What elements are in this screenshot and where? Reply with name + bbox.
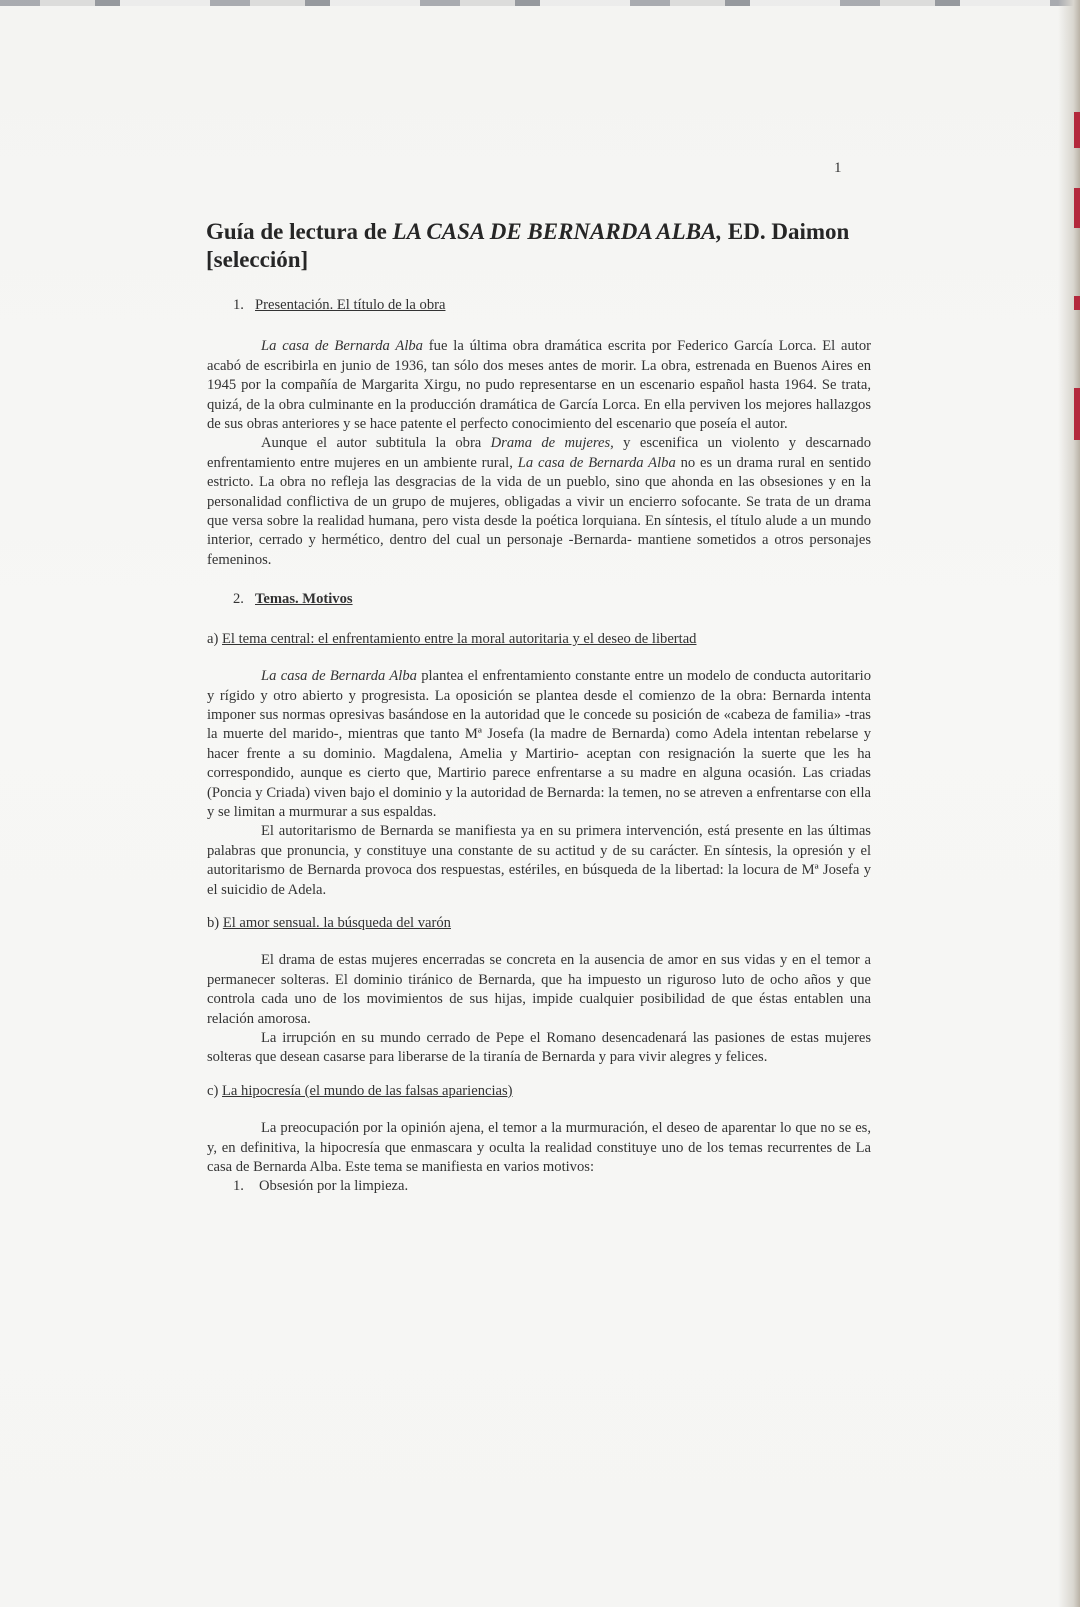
paragraph-text: fue la última obra dramática escrita por Federico García Lorca. El autor acabó de escribirla en junio de 1936, tan sólo dos meses antes de morir. La obra, estrenada en Buenos Aires en 1945 por la compañía de Margarita Xirgu, no pudo representarse en un escenario español hasta 1964. Se trata, quizá, de la obra culminante en la producción dramática de García Lorca. En ella perviven los mejores hallazgos de sus obras anteriores y se hace patente el perfecto conocimiento del escenario que poseía el autor. (207, 338, 871, 433)
binder-tab-mark (1074, 112, 1080, 148)
section-1-heading (233, 296, 871, 315)
title-italic: LA CASA DE BERNARDA ALBA, (392, 219, 723, 244)
binder-tab-mark (1074, 296, 1080, 310)
section-2-heading (233, 590, 871, 609)
work-title: La casa de Bernarda Alba (517, 454, 676, 471)
section-title: Presentación. El título de la obra (255, 297, 446, 313)
list-number: 1. (233, 1178, 244, 1195)
paragraph (207, 434, 871, 570)
subsection-b-heading (207, 914, 871, 933)
paragraph-text: plantea el enfrentamiento constante entre un modelo de conducta autoritario y rígido y otro abierto y progresista. La oposición se plantea desde el comienzo de la obra: Bernarda intenta imponer sus normas opresivas basándose en la autoridad que le concede su posición de «cabeza de familia» -tras la muerte del marido-, mientras que tanto Mª Josefa (la madre de Bernarda) como Adela intentan rebelarse y hacer frente a su dominio. Magdalena, Amelia y Martirio- aceptan con resignación la suerte que les ha correspondido, aunque es cierto que, Martirio parece enfrentarse a su madre en alguna ocasión. Las criadas (Poncia y Criada) viven bajo el dominio y la autoridad de Bernarda: la temen, no se atreven a enfrentarse con ella y se limitan a murmurar a sus espaldas. (207, 668, 871, 820)
title-part1: Guía de lectura de (206, 219, 393, 244)
paragraph (207, 337, 871, 434)
subsection-c-heading (207, 1082, 871, 1101)
subsection-title: El tema central: el enfrentamiento entre la moral autoritaria y el deseo de libertad (222, 630, 697, 647)
document-title (206, 218, 876, 274)
section-number: 1. (233, 297, 244, 313)
paragraph: La preocupación por la opinión ajena, el temor a la murmuración, el deseo de aparentar lo que no se es, y, en definitiva, la hipocresía que enmascara y oculta la realidad constituye uno de los temas recurrentes de La casa de Bernarda Alba. Este tema se manifiesta en varios motivos: (207, 1120, 871, 1176)
scan-top-edge (0, 0, 1080, 6)
work-title: La casa de Bernarda Alba (261, 668, 417, 685)
work-title: La casa de Bernarda Alba (261, 338, 423, 355)
paragraph: El drama de estas mujeres encerradas se concreta en la ausencia de amor en sus vidas y en el temor a permanecer solteras. El dominio tiránico de Bernarda, que ha impuesto un riguroso luto de ocho años y que controla cada uno de los movimientos de sus hijas, impide cualquier posibilidad de que éstas entablen una relación amorosa. (207, 952, 871, 1027)
page-right-edge (1058, 0, 1080, 1607)
subsection-title: La hipocresía (el mundo de las falsas apariencias) (222, 1082, 513, 1099)
subsection-prefix: b) (207, 914, 223, 931)
paragraph-text: no es un drama rural en sentido estricto. La obra no refleja las desgracias de la vida de un pueblo, sino que ahonda en las obsesiones y en la personalidad conflictiva de un grupo de mujeres, obligadas a vivir un encierro sofocante. Se trata de un drama que versa sobre la realidad humana, pero vista desde la poética lorquiana. En síntesis, el título alude a un mundo interior, cerrado y hermético, dentro del cual un personaje -Bernarda- mantiene sometidos a otros personajes femeninos. (207, 454, 871, 568)
subsection-prefix: a) (207, 630, 222, 647)
page-number: 1 (834, 160, 842, 176)
subsection-title: El amor sensual. la búsqueda del varón (222, 914, 451, 931)
paragraph-text: y escenifica un violento y descarnado enfrentamiento entre mujeres en un ambiente rural, (207, 435, 871, 471)
binder-tab-mark (1074, 188, 1080, 228)
paragraph: El autoritarismo de Bernarda se manifiesta ya en su primera intervención, está presente en las últimas palabras que pronuncia, y constituye una constante de su actitud y de su carácter. En síntesis, la opresión y el autoritarismo de Bernarda provoca dos respuestas, estériles, en búsqueda de la libertad: la locura de Mª Josefa y el suicidio de Adela. (207, 823, 871, 898)
document-body (207, 296, 871, 1197)
work-subtitle: Drama de mujeres, (490, 435, 614, 452)
section-title: Temas. Motivos (255, 591, 353, 608)
paragraph: La irrupción en su mundo cerrado de Pepe el Romano desencadenará las pasiones de estas mujeres solteras que desean casarse para liberarse de la tiranía de Bernarda y para vivir alegres y felices. (207, 1030, 871, 1066)
subsection-prefix: c) (207, 1082, 222, 1099)
list-item (233, 1177, 871, 1196)
title-part2: ED. Daimon [selección] (206, 219, 850, 272)
binder-tab-mark (1074, 388, 1080, 440)
paragraph-text: Aunque el autor subtitula la obra (261, 435, 491, 452)
section-number: 2. (233, 591, 244, 608)
list-text: Obsesión por la limpieza. (259, 1178, 409, 1195)
paragraph (207, 667, 871, 822)
subsection-a-heading (207, 630, 871, 649)
